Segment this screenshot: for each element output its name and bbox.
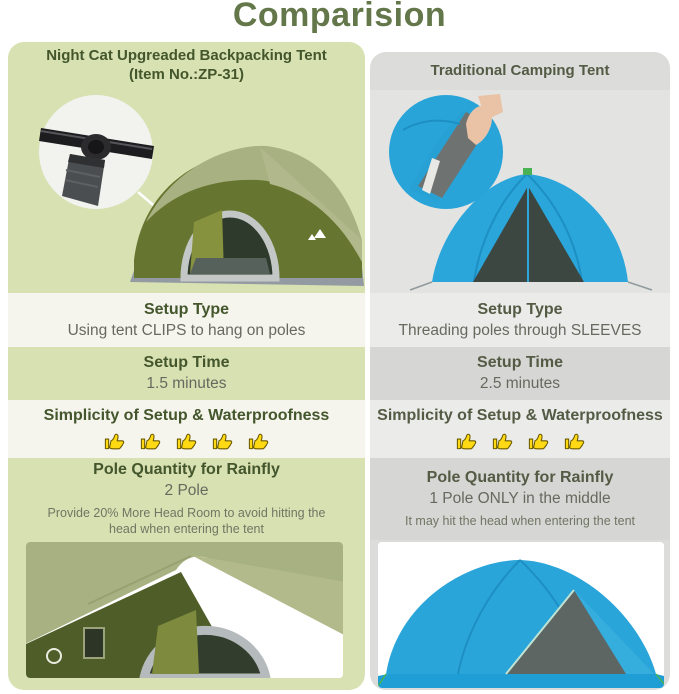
pole-note: Provide 20% More Head Room to avoid hitting the head when entering the tent bbox=[47, 505, 326, 536]
right-header-line1: Traditional Camping Tent bbox=[430, 61, 610, 79]
thumbs-up-icon bbox=[563, 429, 586, 452]
right-pole-row bbox=[370, 458, 670, 540]
left-simplicity-row bbox=[8, 400, 365, 458]
thumbs-up-icon bbox=[527, 429, 550, 452]
green-tent-illustration bbox=[8, 90, 365, 293]
right-panel bbox=[370, 52, 670, 690]
right-dome-photo bbox=[378, 542, 664, 688]
setup-type-label: Setup Type bbox=[143, 300, 230, 318]
thumbs-up-icon bbox=[247, 429, 270, 452]
left-rainfly-photo bbox=[26, 542, 343, 678]
setup-type-label: Setup Type bbox=[477, 300, 563, 318]
simplicity-label: Simplicity of Setup & Waterproofness bbox=[43, 406, 330, 424]
pole-value: 2 Pole bbox=[164, 481, 209, 499]
pole-note: It may hit the head when entering the tent bbox=[404, 513, 635, 528]
setup-type-value: Using tent CLIPS to hang on poles bbox=[67, 321, 306, 339]
pole-value: 1 Pole ONLY in the middle bbox=[429, 489, 611, 507]
blue-dome-closeup bbox=[378, 542, 664, 688]
thumbs-up-icon bbox=[139, 429, 162, 452]
thumbs-up-icon bbox=[455, 429, 478, 452]
left-header-line2: (Item No.:ZP-31) bbox=[128, 66, 244, 83]
page-title: Comparision bbox=[232, 0, 447, 34]
left-panel bbox=[8, 42, 365, 690]
thumbs-up-icon bbox=[491, 429, 514, 452]
setup-time-label: Setup Time bbox=[477, 354, 563, 371]
thumbs-up-icon bbox=[175, 429, 198, 452]
simplicity-label: Simplicity of Setup & Waterproofness bbox=[377, 406, 663, 424]
right-thumbs-rating bbox=[455, 429, 586, 452]
left-header-line1: Night Cat Upgreaded Backpacking Tent bbox=[46, 47, 327, 65]
setup-time-value: 1.5 minutes bbox=[146, 375, 227, 392]
pole-label: Pole Quantity for Rainfly bbox=[93, 460, 280, 478]
setup-time-value: 2.5 minutes bbox=[479, 375, 561, 392]
thumbs-up-icon bbox=[211, 429, 234, 452]
setup-type-value: Threading poles through SLEEVES bbox=[398, 321, 642, 339]
right-setup-type-row bbox=[370, 293, 670, 347]
blue-tent-illustration bbox=[370, 90, 670, 293]
right-setup-time-row bbox=[370, 347, 670, 400]
clip-inset-circle bbox=[39, 95, 154, 209]
green-rainfly-closeup bbox=[26, 542, 343, 678]
pole-label: Pole Quantity for Rainfly bbox=[426, 468, 614, 486]
left-header bbox=[8, 42, 365, 90]
left-pole-row bbox=[8, 458, 365, 540]
left-setup-type-row bbox=[8, 293, 365, 347]
left-setup-time-row bbox=[8, 347, 365, 400]
left-thumbs-rating bbox=[103, 429, 270, 452]
right-tent-photo bbox=[370, 90, 670, 293]
right-header bbox=[370, 52, 670, 90]
right-simplicity-row bbox=[370, 400, 670, 458]
setup-time-label: Setup Time bbox=[143, 354, 230, 371]
thumbs-up-icon bbox=[103, 429, 126, 452]
left-tent-photo bbox=[8, 90, 365, 293]
sleeve-inset-circle bbox=[389, 94, 503, 209]
